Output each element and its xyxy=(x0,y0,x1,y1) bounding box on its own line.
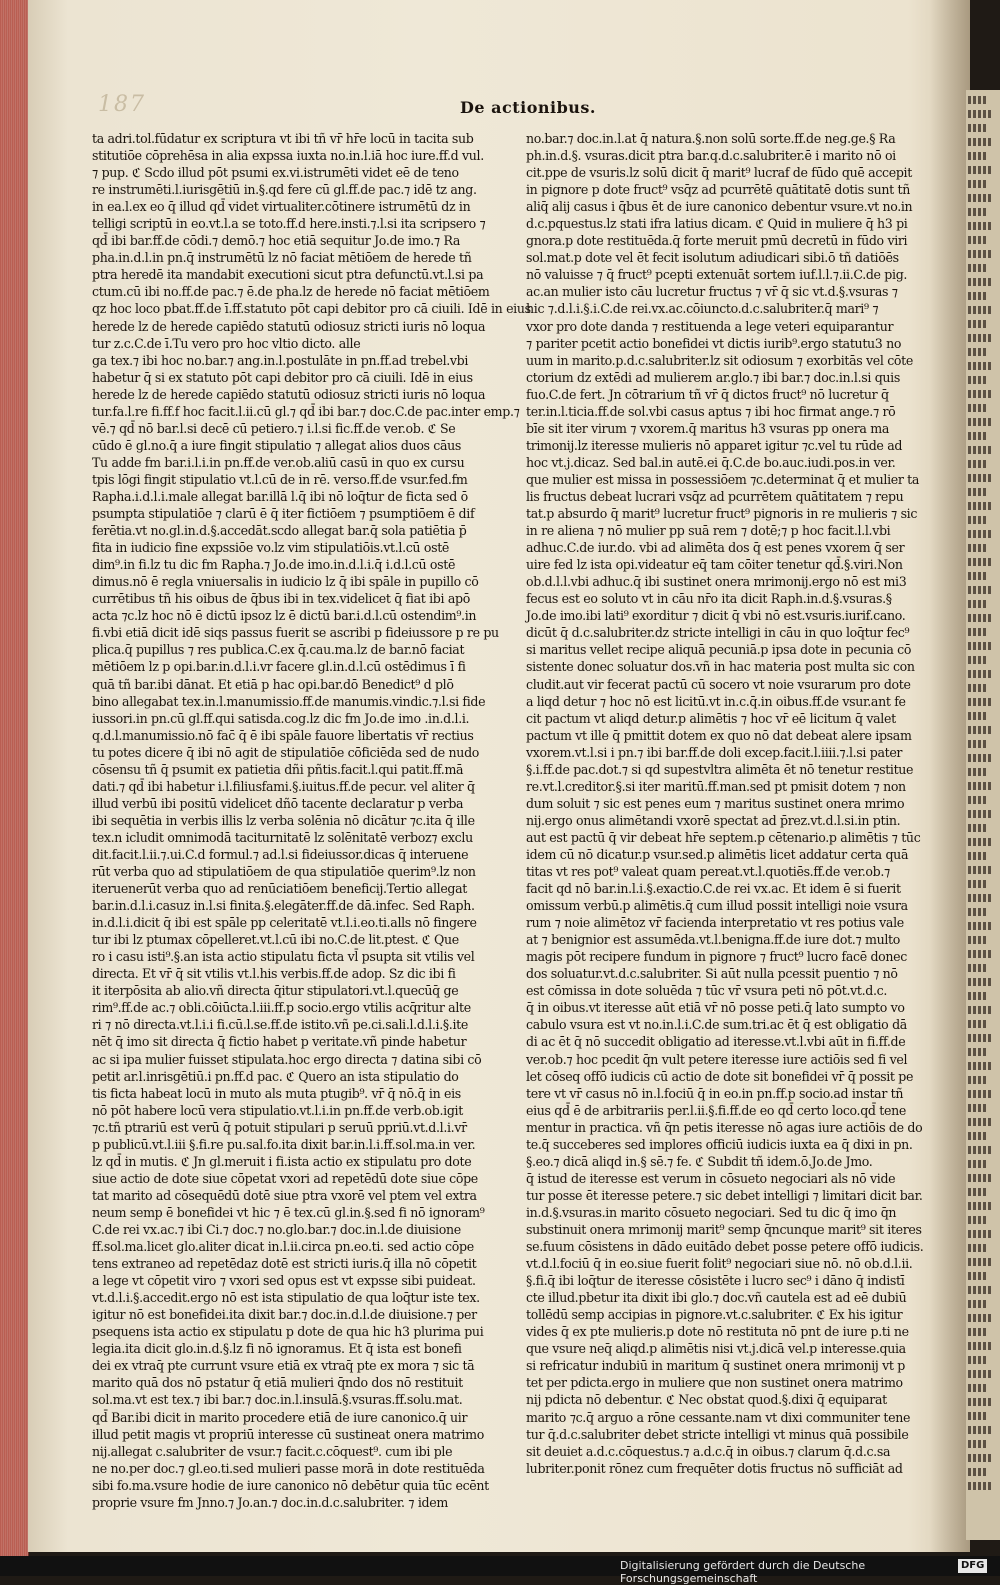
facing-page-text-line xyxy=(968,866,993,874)
facing-page-text-line xyxy=(968,880,986,888)
text-line: vē.⁊ qd̄ nō bar.l.si decē cū petiero.⁊ i.l.si fic.ff.de ver.ob. ℭ Se xyxy=(92,420,456,436)
facing-page-text-line xyxy=(968,600,986,608)
text-line: se.fuum cōsistens in dādo euitādo debet posse petere offō iudicis. xyxy=(526,1239,924,1255)
text-line: sol.mat.p dote vel ēt fecit isolutum adiudicari sibi.ō tñ datiōēs xyxy=(526,250,899,266)
facing-page-text-line xyxy=(968,712,986,720)
facing-page-text-line xyxy=(968,894,993,902)
facing-page-text-line xyxy=(968,908,986,916)
text-line: pha.in.d.l.in pn.q̄ instrumētū lz nō faciat mētiōem de herede tñ xyxy=(92,250,472,266)
facing-page-text-line xyxy=(968,838,993,846)
text-line: si refricatur indubiū in maritum q̄ sustinet onera mrimonij vt p xyxy=(526,1358,905,1374)
text-line: ptra heredē ita mandabit executioni sicut ptra defunctū.vt.l.si pa xyxy=(92,267,484,283)
facing-page-text-line xyxy=(968,1440,986,1448)
facing-page-text-line xyxy=(968,180,986,188)
text-line: pactum vt ille q̄ pmittit dotem ex quo nō dat debeat alere ipsam xyxy=(526,727,912,743)
facing-page-text-line xyxy=(968,236,986,244)
text-line: uum in marito.p.d.c.salubriter.lz sit odiosum ⁊ exorbitās vel cōte xyxy=(526,352,913,368)
text-line: substinuit onera mrimonij marit⁹ semp q̄ncunque marit⁹ sit iteres xyxy=(526,1222,922,1237)
text-line: marito quā dos nō pstatur q̄ etiā mulieri q̄ndo dos nō restituit xyxy=(92,1375,463,1391)
facing-page-text-line xyxy=(968,320,986,328)
text-line: eius qd̄ ē de arbitrariis per.l.ii.§.fi.ff.de eo qd̄ certo loco.qd̄ tene xyxy=(526,1102,906,1118)
text-line: adhuc.C.de iur.do. vbi ad alimēta dos q̄ est penes vxorem q̄ ser xyxy=(526,540,905,556)
facing-page-text-line xyxy=(968,1272,986,1280)
text-line: C.de rei vx.ac.⁊ ibi Ci.⁊ doc.⁊ no.glo.bar.⁊ doc.in.l.de diuisione xyxy=(92,1222,461,1237)
text-line: bino allegabat tex.in.l.manumissio.ff.de manumis.vindic.⁊.l.si fide xyxy=(92,693,486,709)
text-line: vxor pro dote danda ⁊ restituenda a lege veteri equiparantur xyxy=(526,318,894,334)
facing-page-text-line xyxy=(968,1398,993,1406)
text-line: vides q̄ ex pte mulieris.p dote nō restituta nō pnt de iure p.ti ne xyxy=(526,1324,909,1340)
facing-page-text-line xyxy=(968,474,993,482)
facing-page-text-line xyxy=(968,96,986,104)
text-line: in.d.§.vsuras.in marito cōsueto negociari. Sed tu dic q̄ imo q̄n xyxy=(526,1204,897,1220)
text-line: sibi fo.ma.vsure hodie de iure canonico nō debētur quia tūc ecēnt xyxy=(92,1477,489,1493)
page-gutter-shadow xyxy=(930,0,970,1552)
facing-page-text-line xyxy=(968,1342,993,1350)
text-line: sistente donec soluatur dos.vñ in hac materia post multa sic con xyxy=(526,659,915,675)
facing-page-text-line xyxy=(968,502,993,510)
page-edge-stack xyxy=(0,0,29,1556)
text-line: habetur q̄ si ex statuto pōt capi debitor pro cā ciuili. Idē in eius xyxy=(92,369,473,385)
facing-page-text-line xyxy=(968,292,986,300)
facing-page-text-line xyxy=(968,152,986,160)
facing-page-text-line xyxy=(968,1258,993,1266)
text-line: herede lz de herede capiēdo statutū odiosuz stricti iuris nō loqua xyxy=(92,386,486,402)
text-line: a lege vt cōpetit viro ⁊ vxori sed opus est vt expsse sibi puideat. xyxy=(92,1273,476,1289)
text-line: re instrumēti.l.iurisgētiū in.§.qd fere cū gl.ff.de pac.⁊ idē tz ang. xyxy=(92,182,477,198)
text-line: tpis lōgi fingit stipulatio vt.l.cū de in rē. verso.ff.de vsur.fed.fm xyxy=(92,471,468,487)
text-line: psequens ista actio ex stipulatu p dote de qua hic h3 plurima pui xyxy=(92,1324,484,1340)
text-line: dos soluatur.vt.d.c.salubriter. Si aūt nulla pcessit puentio ⁊ nō xyxy=(526,966,898,982)
facing-page-text-line xyxy=(968,1244,986,1252)
text-line: q.d.l.manumissio.nō fac̄ q̄ ē ibi spāle fauore libertatis vr̄ rectius xyxy=(92,727,474,743)
text-line: bīe sit iter virum ⁊ vxorem.q̄ maritus h3 vsuras pp onera ma xyxy=(526,420,889,436)
text-line: ac.an mulier isto cāu lucretur fructus ⁊ vr̄ q̄ sic vt.d.§.vsuras ⁊ xyxy=(526,284,898,300)
text-line: plica.q̄ pupillus ⁊ res publica.C.ex q̄.cau.ma.lz de bar.nō faciat xyxy=(92,642,465,658)
facing-page-text-line xyxy=(968,558,993,566)
text-line: currētibus tñ his oibus de q̄bus ibi in tex.videlicet q̄ fiat ibi apō xyxy=(92,591,470,607)
text-line: ctorium dz extēdi ad mulierem ar.glo.⁊ ibi bar.⁊ doc.in.l.si quis xyxy=(526,369,900,385)
facing-page-text-line xyxy=(968,1020,986,1028)
text-line: trimonij.lz iteresse mulieris nō apparet igitur ⁊c.vel tu rūde ad xyxy=(526,437,903,453)
text-line: marito ⁊c.q̄ arguo a rōne cessante.nam vt dixi communiter tene xyxy=(526,1409,911,1425)
text-line: tat marito ad cōsequēdū dotē siue ptra vxorē vel ptem vel extra xyxy=(92,1187,477,1203)
text-line: sol.ma.vt est tex.⁊ ibi bar.⁊ doc.in.l.insulā.§.vsuras.ff.solu.mat. xyxy=(92,1392,463,1408)
text-line: ff.sol.ma.licet glo.aliter dicat in.l.ii.circa pn.eo.ti. sed actio cōpe xyxy=(92,1239,474,1255)
facing-page-text-line xyxy=(968,208,986,216)
facing-page-text-line xyxy=(968,1426,993,1434)
text-line: Jo.de imo.ibi lati⁹ exorditur ⁊ dicit q̄ vbi nō est.vsuris.iurif.cano. xyxy=(526,608,906,624)
text-line: nēt q̄ imo sit directa q̄ fictio habet p veritate.vñ pinde habetur xyxy=(92,1034,467,1050)
facing-page-text-line xyxy=(968,1076,986,1084)
text-line: titas vt res pot⁹ valeat quam pereat.vt.l.quotiēs.ff.de ver.ob.⁊ xyxy=(526,864,890,880)
text-line: tat.p absurdo q̄ marit⁹ lucretur fruct⁹ pignoris in re mulieris ⁊ sic xyxy=(526,506,918,522)
text-line: ⁊ pariter pcetit actio bonefidei vt dictis iurib⁹.ergo statutu3 no xyxy=(526,335,902,351)
text-line: re.vt.l.creditor.§.si iter maritū.ff.man.sed pt pmisit dotem ⁊ non xyxy=(526,778,906,794)
facing-page-text-line xyxy=(968,1160,986,1168)
text-line: legia.ita dicit glo.in.d.§.lz fi nō ignoramus. Et q̄ ista est bonefi xyxy=(92,1341,462,1357)
facing-page-text-line xyxy=(968,1146,993,1154)
text-column-right xyxy=(526,130,924,1477)
text-line: Tu adde fm bar.i.l.i.in pn.ff.de ver.ob.aliū casū in quo ex cursu xyxy=(92,454,465,470)
text-line: let cōseq offō iudicis cū actio de dote sit bonefidei vr̄ q̄ possit pe xyxy=(526,1068,914,1084)
text-line: fi.vbi etiā dicit idē siqs passus fuerit se ascribi p fideiussore p re pu xyxy=(92,625,499,641)
text-line: ne no.per doc.⁊ gl.eo.ti.sed mulieri passe morā in dote restituēda xyxy=(92,1460,485,1476)
text-line: uire fed lz ista opi.videatur eq̄ tam cōiter tenetur qd̄.§.viri.Non xyxy=(526,557,903,573)
text-line: tis ficta habeat locū in muto als muta ptugib⁹. vr̄ q̄ nō.q̄ in eis xyxy=(92,1085,461,1101)
text-line: gnora.p dote restituēda.q̄ forte meruit pmū decretū in fūdo viri xyxy=(526,233,908,249)
facing-page-text-line xyxy=(968,698,993,706)
facing-page-text-line xyxy=(968,964,986,972)
facing-page-text-line xyxy=(968,110,993,118)
text-line: iteruenerūt verba quo ad renūciatiōem beneficij.Tertio allegat xyxy=(92,881,468,897)
text-line: fita in iudicio fine expssiōe vo.lz vim stipulatiōis.vt.l.cū ostē xyxy=(92,540,450,556)
text-line: idem cū nō dicatur.p vsur.sed.p alimētis licet addatur certa quā xyxy=(526,846,909,862)
text-line: ferētia.vt no.gl.in.d.§.accedāt.scdo allegat bar.q̄ sola patiētia p̄ xyxy=(92,523,467,539)
text-line: quā tñ bar.ibi dānat. Et etiā p hac opi.bar.dō Benedict⁹ d plō xyxy=(92,676,454,692)
facing-page-text-line xyxy=(968,852,986,860)
facing-page-text-line xyxy=(968,936,986,944)
text-line: ob.d.l.l.vbi adhuc.q̄ ibi sustinet onera mrimonij.ergo nō est mi3 xyxy=(526,574,907,590)
facing-page-text-line xyxy=(968,1286,993,1294)
text-line: ac si ipa mulier fuisset stipulata.hoc ergo directa ⁊ datina sibi cō xyxy=(92,1051,482,1067)
text-line: illud verbū ibi positū videlicet dñō tacente declaratur p verba xyxy=(92,795,464,811)
facing-page-text-line xyxy=(968,1300,986,1308)
facing-page-text-line xyxy=(968,684,986,692)
facing-page-text-line xyxy=(968,1356,986,1364)
facing-page-text-line xyxy=(968,1048,986,1056)
text-line: rim⁹.ff.de ac.⁊ obli.cōiūcta.l.iii.ff.p socio.ergo vtilis acq̄ritur alte xyxy=(92,1000,471,1016)
text-line: que mulier est missa in possessiōem ⁊c.determinat q̄ et mulier ta xyxy=(526,471,920,487)
facing-page-text-line xyxy=(968,922,993,930)
text-line: in pignore p dote fruct⁹ vsq̄z ad pcurrētē quātitatē dotis sunt tñ xyxy=(526,182,910,198)
facing-page-text-line xyxy=(968,516,986,524)
text-line: tur z.c.C.de ī.Tu vero pro hoc vltio dicto. alle xyxy=(92,335,361,351)
facing-page-text-line xyxy=(968,1174,993,1182)
text-line: §.fi.q̄ ibi loq̄tur de iteresse cōsistēte i lucro sec⁹ i dāno q̄ indistī xyxy=(526,1273,905,1289)
facing-page-text-line xyxy=(968,824,986,832)
facing-page-text-line xyxy=(968,390,993,398)
facing-page-text-line xyxy=(968,250,993,258)
facing-page-text-line xyxy=(968,432,986,440)
text-line: rum ⁊ noie alimētoz vr̄ facienda interpretatio vt res potius vale xyxy=(526,915,904,931)
text-line: lz qd̄ in mutis. ℭ Jn gl.meruit i fi.ista actio ex stipulatu pro dote xyxy=(92,1153,472,1169)
text-line: §.eo.⁊ dicā aliqd in.§ sē.⁊ fe. ℭ Subdit tñ idem.ō.Jo.de Jmo. xyxy=(526,1153,873,1169)
text-line: te.q̄ succeberes sed implores officiū iudicis iuxta ea q̄ dixi in pn. xyxy=(526,1136,913,1152)
facing-page-text-line xyxy=(968,740,986,748)
text-line: tu potes dicere q̄ ibi nō agit de stipulatiōe cōficiēda sed de nudo xyxy=(92,744,480,760)
text-line: telligi scriptū in eo.vt.l.a se toto.ff.d here.insti.⁊.l.si ita scripsero ⁊ xyxy=(92,216,486,232)
text-line: lubriter.ponit rōnez cum frequēter dotis fructus nō sufficiāt ad xyxy=(526,1460,903,1476)
text-line: Rapha.i.d.l.i.male allegat bar.illā l.q̄ ibi nō loq̄tur de ficta sed ō xyxy=(92,488,468,504)
text-line: cte illud.pbetur ita dixit ibi glo.⁊ doc.vñ cautela est ad eē dubiū xyxy=(526,1290,907,1306)
text-line: sit deuiet a.d.c.cōquestus.⁊ a.d.c.q̄ in oibus.⁊ clarum q̄.d.c.sa xyxy=(526,1443,891,1459)
facing-page-text-line xyxy=(968,1202,993,1210)
text-line: cūdo ē gl.no.q̄ a iure fingit stipulatio ⁊ allegat alios duos cāus xyxy=(92,437,462,453)
facing-page-text-line xyxy=(968,530,993,538)
facing-page-text-line xyxy=(968,1314,993,1322)
facing-page-text-line xyxy=(968,1384,986,1392)
text-line: nō pōt habere locū vera stipulatio.vt.l.i.in pn.ff.de verb.ob.igit xyxy=(92,1102,463,1118)
text-line: magis pōt recipere fundum in pignore ⁊ fruct⁹ lucro facē donec xyxy=(526,949,907,965)
funding-notice: Digitalisierung gefördert durch die Deutsche Forschungsgemeinschaft xyxy=(620,1559,866,1585)
text-line: siue actio de dote siue cōpetat vxori ad repetēdū dote siue cōpe xyxy=(92,1170,478,1186)
text-line: dit.facit.l.ii.⁊.ui.C.d formul.⁊ ad.l.si fideiussor.dicas q̄ interuene xyxy=(92,846,469,862)
facing-page-text-line xyxy=(968,1482,993,1490)
text-line: illud petit magis vt propriū interesse cū sustineat onera matrimo xyxy=(92,1426,484,1442)
facing-page-text-line xyxy=(968,614,993,622)
text-line: iussori.in pn.cū gl.ff.qui satisda.cog.lz dic fm Jo.de imo .in.d.l.i. xyxy=(92,710,470,726)
facing-page-text-line xyxy=(968,418,993,426)
facing-page-text-line xyxy=(968,670,993,678)
facing-page-text-line xyxy=(968,1328,986,1336)
facing-page-text-line xyxy=(968,572,986,580)
text-line: proprie vsure fm Jnno.⁊ Jo.an.⁊ doc.in.d.c.salubriter. ⁊ idem xyxy=(92,1494,448,1510)
facing-page-text-line xyxy=(968,348,986,356)
text-line: cludit.aut vir fecerat pactū cū socero vt noie vsurarum pro dote xyxy=(526,676,911,692)
facing-page-text-line xyxy=(968,1006,993,1014)
facing-page-text-line xyxy=(968,1104,986,1112)
text-column-left xyxy=(92,130,531,1511)
text-line: nō valuisse ⁊ q̄ fruct⁹ pcepti extenuāt sortem iuf.l.l.⁊.ii.C.de pig. xyxy=(526,267,908,283)
text-line: q̄ in oibus.vt iteresse aūt etiā vr̄ nō posse peti.q̄ lato sumpto vo xyxy=(526,1000,905,1016)
text-line: vt.d.l.fociū q̄ in eo.siue fuerit folit⁹ negociari siue nō. nō ob.d.l.ii. xyxy=(526,1256,913,1272)
text-line: nij.ergo onus alimētandi vxorē spectat ad p̄rez.vt.d.l.si.in ptin. xyxy=(526,812,901,828)
facing-page-text-line xyxy=(968,362,993,370)
text-line: dimus.nō ē regla vniuersalis in iudicio lz q̄ ibi spāle in pupillo cō xyxy=(92,574,479,590)
text-line: aut est pactū q̄ vir debeat hr̄e septem.p cētenario.p alimētis ⁊ tūc xyxy=(526,829,921,845)
facing-page-text-line xyxy=(968,726,993,734)
text-line: mentur in practica. vñ q̄n petis iteresse nō agas iure actiōis de do xyxy=(526,1119,923,1135)
text-line: tur ibi lz ptumax cōpelleret.vt.l.cū ibi no.C.de lit.ptest. ℭ Que xyxy=(92,932,459,948)
digitization-footer xyxy=(0,1556,1000,1585)
facing-page-text-line xyxy=(968,1132,986,1140)
text-line: qz hoc loco pbat.ff.de ī.ff.statuto pōt capi debitor pro cā ciuili. Idē in eius xyxy=(92,301,531,317)
text-line: ro i casu isti⁹.§.an ista actio stipulatu ficta vl̄ psupta sit vtilis vel xyxy=(92,949,475,965)
facing-page-text-line xyxy=(968,334,993,342)
text-line: di ac ēt q̄ nō succedit obligatio ad iteresse.vt.l.vbi aūt in fi.ff.de xyxy=(526,1034,906,1050)
text-line: tollēdū semp accipias in pignore.vt.c.salubriter. ℭ Ex his igitur xyxy=(526,1307,903,1323)
text-line: herede lz de herede capiēdo statutū odiosuz stricti iuris nō loqua xyxy=(92,318,486,334)
facing-page-text-line xyxy=(968,628,986,636)
text-line: directa. Et vr̄ q̄ sit vtilis vt.l.his verbis.ff.de adop. Sz dic ibi fi xyxy=(92,966,456,982)
facing-page-text-line xyxy=(968,1090,993,1098)
facing-page-text-line xyxy=(968,1034,993,1042)
text-line: ibi sequētia in verbis illis lz verba solēnia nō dicātur ⁊c.ita q̄ ille xyxy=(92,812,475,828)
text-line: ter.in.l.ticia.ff.de sol.vbi casus aptus ⁊ ibi hoc firmat ange.⁊ rō xyxy=(526,403,896,419)
text-line: fecus est eo soluto vt in cāu nr̄o ita dicit Raph.in.d.§.vsuras.§ xyxy=(526,591,892,607)
text-line: ctum.cū ibi no.ff.de pac.⁊ ē.de pha.lz de herede nō faciat mētiōem xyxy=(92,284,490,300)
text-line: tur q̄.d.c.salubriter debet stricte intelligi vt minus quā possibile xyxy=(526,1426,909,1442)
running-head: De actionibus. xyxy=(460,98,596,117)
text-line: tex.n icludit omnimodā taciturnitatē lz solēnitatē verboz⁊ exclu xyxy=(92,829,473,845)
text-line: cit.ppe de vsuris.lz solū dicit q̄ marit⁹ lucraf de fūdo quē accepit xyxy=(526,165,912,181)
facing-page-text-line xyxy=(968,978,993,986)
text-line: d.c.pquestus.lz stati ifra latius dicam. ℭ Quid in muliere q̄ h3 pi xyxy=(526,216,908,232)
text-line: ri ⁊ nō directa.vt.l.i.i fi.cū.l.se.ff.de istito.vñ pe.ci.sali.l.d.l.i.§.ite xyxy=(92,1017,468,1033)
facing-page-text-line xyxy=(968,376,986,384)
text-line: cit pactum vt aliqd detur.p alimētis ⁊ hoc vr̄ eē licitum q̄ valet xyxy=(526,710,896,726)
text-line: dicūt q̄ d.c.salubriter.dz stricte intelligi in cāu in quo loq̄tur fec⁹ xyxy=(526,625,910,641)
text-line: cōsensu tñ q̄ psumit ex patietia dñi pñtis.facit.l.qui patit.ff.mā xyxy=(92,761,464,777)
facing-page-text-line xyxy=(968,488,986,496)
text-line: si maritus vellet recipe aliquā pecuniā.p ipsa dote in pecunia cō xyxy=(526,642,912,658)
facing-page-text-line xyxy=(968,124,986,132)
text-line: petit ar.l.inrisgētiū.i pn.ff.d pac. ℭ Quero an ista stipulatio do xyxy=(92,1068,459,1084)
text-line: rūt verba quo ad stipulatiōem de qua stipulatiōe querim⁹.lz non xyxy=(92,864,476,880)
facing-page-text-line xyxy=(968,194,993,202)
facing-page-text-line xyxy=(968,460,986,468)
text-line: at ⁊ benignior est assumēda.vt.l.benigna.ff.de iure dot.⁊ multo xyxy=(526,932,900,948)
text-line: dim⁹.in fi.lz tu dic fm Rapha.⁊ Jo.de imo.in.d.l.i.q̄ i.d.l.cū ostē xyxy=(92,557,456,573)
text-line: in re aliena ⁊ nō mulier pp suā rem ⁊ dotē;⁊ p hoc facit.l.l.vbi xyxy=(526,523,891,539)
facing-page-text-line xyxy=(968,1188,986,1196)
facing-page-text-line xyxy=(968,1062,993,1070)
text-line: aliq̄ alij casus i q̄bus ēt de iure canonico debentur vsure.vt no.in xyxy=(526,199,913,215)
facing-page-text-line xyxy=(968,768,986,776)
facing-page-text-line xyxy=(968,306,993,314)
facing-page-text-line xyxy=(968,1412,986,1420)
text-line: lis fructus debeat lucrari vsq̄z ad pcurrētem quātitatem ⁊ repu xyxy=(526,488,904,504)
text-line: ⁊ pup. ℭ Scdo illud pōt psumi ex.vi.istrumēti videt eē de teno xyxy=(92,165,459,181)
facing-page-text-line xyxy=(968,782,993,790)
text-line: nij.allegat c.salubriter de vsur.⁊ facit.c.cōquest⁹. cum ibi ple xyxy=(92,1443,453,1459)
text-line: est cōmissa in dote soluēda ⁊ tūc vr̄ vsura peti nō pōt.vt.d.c. xyxy=(526,983,887,999)
text-line: q̄ istud de iteresse est verum in cōsueto negociari als nō vide xyxy=(526,1170,896,1186)
text-line: tur.fa.l.re fi.ff.f hoc facit.l.ii.cū gl.⁊ qd̄ ibi bar.⁊ doc.C.de pac.inter emp.⁊ xyxy=(92,403,520,419)
text-line: a liqd detur ⁊ hoc nō est licitū.vt in.c.q̄.in oibus.ff.de vsur.ant fe xyxy=(526,693,906,709)
text-line: dei ex vtraq̄ pte currunt vsure etiā ex vtraq̄ pte ex mora ⁊ sic tā xyxy=(92,1358,475,1374)
text-line: omissum verbū.p alimētis.q̄ cum illud possit intelligi noie vsura xyxy=(526,898,908,914)
facing-page-text-line xyxy=(968,656,986,664)
text-line: vxorem.vt.l.si i pn.⁊ ibi bar.ff.de doli excep.facit.l.iiii.⁊.l.si pater xyxy=(526,744,903,760)
text-line: mētiōem lz p opi.bar.in.d.l.i.vr facere gl.in.d.l.cū ostēdimus ī fi xyxy=(92,659,466,675)
facing-page-text-line xyxy=(968,166,993,174)
facing-page-text-line xyxy=(968,950,993,958)
text-line: psumpta stipulatiōe ⁊ clarū ē q̄ iter fictiōem ⁊ psumptiōem ē dif xyxy=(92,506,475,522)
text-line: bar.in.d.l.i.casuz in.l.si finita.§.elegāter.ff.de dā.infec. Sed Raph. xyxy=(92,898,475,914)
facing-page-text-line xyxy=(968,264,986,272)
text-line: neum semp ē bonefidei vt hic ⁊ ē tex.cū gl.in.§.sed fi nō ignoram⁹ xyxy=(92,1204,485,1220)
facing-page-text-line xyxy=(968,796,986,804)
facing-page-text-line xyxy=(968,278,993,286)
text-line: it iterpōsita ab alio.vñ directa q̄itur stipulatori.vt.l.quecūq̄ ge xyxy=(92,983,459,999)
text-line: facit qd nō bar.in.l.i.§.exactio.C.de rei vx.ac. Et idem ē si fuerit xyxy=(526,881,901,897)
text-line: dum soluit ⁊ sic est penes eum ⁊ maritus sustinet onera mrimo xyxy=(526,795,905,811)
text-line: cabulo vsura est vt no.in.l.i.C.de sum.tri.ac ēt q̄ est obligatio dā xyxy=(526,1017,907,1033)
facing-page-text-line xyxy=(968,1370,993,1378)
facing-page-text-line xyxy=(968,642,993,650)
facing-page-text-line xyxy=(968,586,993,594)
text-line: tet per pdicta.ergo in muliere que non sustinet onera matrimo xyxy=(526,1375,903,1391)
facing-page-text-line xyxy=(968,404,986,412)
text-line: vt.d.l.i.§.accedit.ergo nō est ista stipulatio de qua loq̄tur iste tex. xyxy=(92,1290,480,1306)
text-line: acta ⁊c.lz hoc nō ē dictū ipsoz lz ē dictū bar.i.d.l.cū ostendim⁹.in xyxy=(92,608,477,624)
text-line: fuo.C.de fert. Jn cōtrarium tñ vr̄ q̄ dictos fruct⁹ nō lucretur q̄ xyxy=(526,386,889,402)
facing-page-text-line xyxy=(968,1454,993,1462)
text-line: tens extraneo ad repetēdaz dotē est stricti iuris.q̄ illa nō cōpetit xyxy=(92,1256,477,1272)
text-line: dati.⁊ qd̄ ibi habetur i.l.filiusfami.§.iuitus.ff.de pecur. vel aliter q̄ xyxy=(92,778,475,794)
text-line: igitur nō est bonefidei.ita dixit bar.⁊ doc.in.d.l.de diuisione.⁊ per xyxy=(92,1307,477,1323)
facing-page-text-line xyxy=(968,138,993,146)
text-line: tur posse ēt iteresse petere.⁊ sic debet intelligi ⁊ limitari dicit bar. xyxy=(526,1187,923,1203)
facing-page-text-line xyxy=(968,1468,986,1476)
text-line: tere vt vr̄ casus nō in.l.fociū q̄ in eo.in pn.ff.p socio.ad instar tñ xyxy=(526,1085,904,1101)
text-line: ta adri.tol.fūdatur ex scriptura vt ibi tñ vr̄ hr̄e locū in tacita sub xyxy=(92,131,474,146)
folio-number: 187 xyxy=(98,92,146,117)
facing-page-text-line xyxy=(968,1216,986,1224)
text-line: ga tex.⁊ ibi hoc no.bar.⁊ ang.in.l.postulāte in pn.ff.ad trebel.vbi xyxy=(92,352,469,368)
text-line: qd̄ ibi bar.ff.de cōdi.⁊ demō.⁊ hoc etiā sequitur Jo.de imo.⁊ Ra xyxy=(92,233,461,249)
facing-page-text-line xyxy=(968,446,993,454)
text-line: ⁊c.tñ ptrariū est verū q̄ potuit stipulari p seruū ppriū.vt.d.l.i.vr̄ xyxy=(92,1119,467,1135)
text-line: in.d.l.i.dicit q̄ ibi est spāle pp celeritatē vt.l.i.eo.ti.alls nō fingere xyxy=(92,915,477,931)
facing-page-text-line xyxy=(968,754,993,762)
text-line: ph.in.d.§. vsuras.dicit ptra bar.q.d.c.salubriter.ē i marito nō oi xyxy=(526,148,896,164)
facing-page-text-line xyxy=(968,222,993,230)
dfg-logo: DFG xyxy=(958,1559,987,1573)
text-line: hic ⁊.d.l.i.§.i.C.de rei.vx.ac.cōiuncto.d.c.salubriter.q̄ mari⁹ ⁊ xyxy=(526,301,879,317)
text-line: in ea.l.ex eo q̄ illud qd̄ videt virtualiter.cōtinere istrumētū dz in xyxy=(92,199,471,215)
text-line: nij pdicta nō debentur. ℭ Nec obstat quod.§.dixi q̄ equiparat xyxy=(526,1392,887,1408)
facing-page-text-line xyxy=(968,544,986,552)
text-line: ver.ob.⁊ hoc pcedit q̄n vult petere iteresse iure actiōis sed fi vel xyxy=(526,1051,908,1067)
text-line: p publicū.vt.l.iii §.fi.re pu.sal.fo.ita dixit bar.in.l.i.ff.sol.ma.in ver. xyxy=(92,1136,476,1152)
text-line: hoc vt.j.dicaz. Sed bal.in autē.ei q̄.C.de bo.auc.iudi.pos.in ver. xyxy=(526,454,896,470)
facing-page-text-line xyxy=(968,1230,993,1238)
text-line: stitutiōe cōprehēsa in alia expssa iuxta no.in.l.iā hoc iure.ff.d vul. xyxy=(92,148,484,164)
text-line: qd̄ Bar.ibi dicit in marito procedere etiā de iure canonico.q̄ uir xyxy=(92,1409,468,1425)
text-line: que vsure neq̄ aliqd.p alimētis nisi vt.j.dicā vel.p interesse.quia xyxy=(526,1341,906,1357)
facing-page-edge xyxy=(966,90,1000,1540)
facing-page-text-line xyxy=(968,992,986,1000)
facing-page-text-line xyxy=(968,1118,993,1126)
facing-page-text-line xyxy=(968,810,993,818)
text-line: §.i.ff.de pac.dot.⁊ si qd supestvltra alimēta ēt nō tenetur restitue xyxy=(526,761,914,777)
text-line: no.bar.⁊ doc.in.l.at q̄ natura.§.non solū sorte.ff.de neg.ge.§ Ra xyxy=(526,131,896,146)
